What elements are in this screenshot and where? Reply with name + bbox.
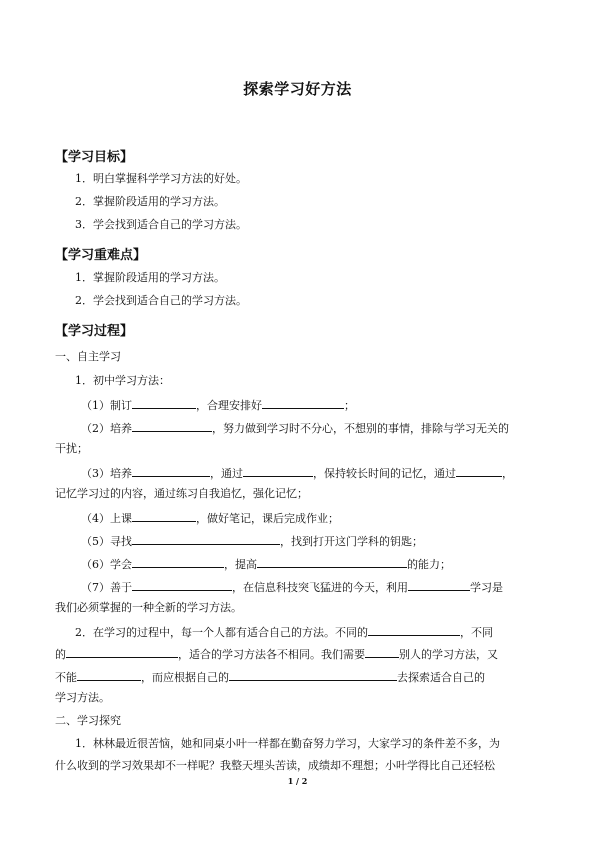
key-points-heading: 【学习重难点】 bbox=[55, 248, 147, 263]
fill-blank[interactable] bbox=[243, 465, 313, 477]
fill-blank[interactable] bbox=[132, 533, 280, 545]
page-title: 探索学习好方法 bbox=[243, 80, 352, 98]
item-7-continuation: 我们必须掌握的一种全新的学习方法。 bbox=[55, 601, 242, 614]
question-2-line-4: 学习方法。 bbox=[55, 691, 110, 704]
section-2-para-line-1: 1．林林最近很苦恼，她和同桌小叶一样都在勤奋努力学习，大家学习的条件差不多，为 bbox=[75, 737, 500, 750]
fill-blank[interactable] bbox=[257, 556, 407, 568]
goal-item-3: 3．学会找到适合自己的学习方法。 bbox=[75, 218, 247, 231]
goals-heading: 【学习目标】 bbox=[55, 150, 134, 165]
question-2-line-2: 的 ，适合的学习方法各不相同。我们需要 别人的学习方法，又 bbox=[55, 648, 498, 661]
key-point-item-1: 1．掌握阶段适用的学习方法。 bbox=[75, 271, 225, 284]
item-3-continuation: 记忆学习过的内容，通过练习自我追忆，强化记忆； bbox=[55, 487, 308, 500]
item-2-continuation: 干扰； bbox=[55, 442, 88, 455]
fill-blank[interactable] bbox=[229, 669, 397, 681]
item-2-line: （2）培养 ，努力做到学习时不分心，不想别的事情，排除与学习无关的 bbox=[81, 422, 509, 435]
fill-blank[interactable] bbox=[132, 397, 196, 409]
fill-blank[interactable] bbox=[66, 646, 178, 658]
section-1-title: 一、自主学习 bbox=[55, 350, 121, 363]
fill-blank[interactable] bbox=[132, 510, 196, 522]
fill-blank[interactable] bbox=[456, 465, 502, 477]
item-1-line: （1）制订 ，合理安排好 ； bbox=[81, 399, 355, 412]
section-2-para-line-2: 什么收到的学习效果却不一样呢？我整天埋头苦读，成绩却不理想；小叶学得比自己还轻松 bbox=[55, 759, 495, 772]
fill-blank[interactable] bbox=[365, 646, 399, 658]
fill-blank[interactable] bbox=[262, 397, 344, 409]
goal-item-2: 2．掌握阶段适用的学习方法。 bbox=[75, 195, 225, 208]
fill-blank[interactable] bbox=[132, 556, 224, 568]
fill-blank[interactable] bbox=[132, 420, 212, 432]
process-heading: 【学习过程】 bbox=[55, 324, 134, 339]
goal-item-1: 1．明白掌握科学学习方法的好处。 bbox=[75, 172, 247, 185]
question-2-line-1: 2．在学习的过程中，每一个人都有适合自己的方法。不同的 ，不同 bbox=[75, 626, 493, 639]
fill-blank[interactable] bbox=[132, 579, 232, 591]
item-4-line: （4）上课 ，做好笔记，课后完成作业； bbox=[81, 512, 339, 525]
item-6-line: （6）学会 ，提高 的能力； bbox=[81, 558, 451, 571]
section-2-title: 二、学习探究 bbox=[55, 714, 121, 727]
key-point-item-2: 2．学会找到适合自己的学习方法。 bbox=[75, 294, 247, 307]
question-2-line-3: 不能 ，而应根据自己的 去探索适合自己的 bbox=[55, 671, 485, 684]
fill-blank[interactable] bbox=[408, 579, 470, 591]
fill-blank[interactable] bbox=[132, 465, 210, 477]
fill-blank[interactable] bbox=[368, 624, 460, 636]
item-7-line: （7）善于 ，在信息科技突飞猛进的今天，利用 学习是 bbox=[81, 581, 503, 594]
page-number: 1 / 2 bbox=[287, 776, 308, 786]
question-1: 1．初中学习方法： bbox=[75, 374, 170, 387]
fill-blank[interactable] bbox=[77, 669, 141, 681]
item-3-line: （3）培养 ，通过 ，保持较长时间的记忆，通过 ， bbox=[81, 467, 513, 480]
item-5-line: （5）寻找 ，找到打开这门学科的钥匙； bbox=[81, 535, 423, 548]
